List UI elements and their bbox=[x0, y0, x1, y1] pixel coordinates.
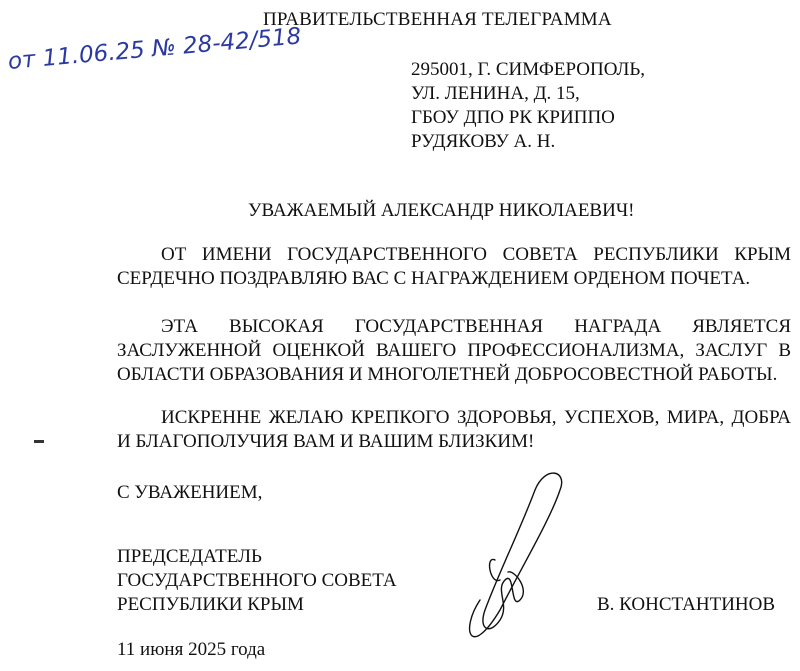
paragraph-text: ИСКРЕННЕ ЖЕЛАЮ КРЕПКОГО ЗДОРОВЬЯ, УСПЕХОВ, МИРА, ДОБРА И БЛАГОПОЛУЧИЯ ВАМ И ВАШИМ БЛИЗКИМ! bbox=[117, 407, 791, 452]
addressee-line: ГБОУ ДПО РК КРИППО bbox=[411, 107, 615, 128]
position-line: ПРЕДСЕДАТЕЛЬ bbox=[117, 546, 262, 567]
document-title: ПРАВИТЕЛЬСТВЕННАЯ ТЕЛЕГРАММА bbox=[263, 9, 612, 30]
position-line: РЕСПУБЛИКИ КРЫМ bbox=[117, 594, 304, 615]
body-paragraph bbox=[117, 243, 791, 291]
paragraph-text: ЭТА ВЫСОКАЯ ГОСУДАРСТВЕННАЯ НАГРАДА ЯВЛЯЕТСЯ ЗАСЛУЖЕННОЙ ОЦЕНКОЙ ВАШЕГО ПРОФЕССИОНАЛИЗМА, ЗАСЛУГ В ОБЛАСТИ ОБРАЗОВАНИЯ И МНОГОЛЕТНЕЙ ДОБРОСОВЕСТНОЙ РАБОТЫ. bbox=[117, 316, 791, 385]
handwritten-signature bbox=[440, 460, 590, 660]
position-line: ГОСУДАРСТВЕННОГО СОВЕТА bbox=[117, 570, 397, 591]
addressee-line: РУДЯКОВУ А. Н. bbox=[411, 131, 556, 152]
addressee-line: УЛ. ЛЕНИНА, Д. 15, bbox=[411, 83, 580, 104]
addressee-line: 295001, Г. СИМФЕРОПОЛЬ, bbox=[411, 59, 646, 80]
closing-phrase: С УВАЖЕНИЕМ, bbox=[117, 482, 263, 503]
addressee-block bbox=[411, 58, 645, 154]
signer-name: В. КОНСТАНТИНОВ bbox=[597, 594, 776, 615]
body-paragraph bbox=[117, 406, 791, 454]
handwritten-registration-number: от 11.06.25 № 28-42/518 bbox=[6, 23, 303, 75]
document-date: 11 июня 2025 года bbox=[117, 639, 266, 660]
body-paragraph bbox=[117, 315, 791, 387]
scan-mark bbox=[34, 440, 44, 443]
salutation: УВАЖАЕМЫЙ АЛЕКСАНДР НИКОЛАЕВИЧ! bbox=[248, 200, 635, 221]
signer-position bbox=[117, 545, 397, 617]
paragraph-text: ОТ ИМЕНИ ГОСУДАРСТВЕННОГО СОВЕТА РЕСПУБЛИКИ КРЫМ СЕРДЕЧНО ПОЗДРАВЛЯЮ ВАС С НАГРАЖДЕНИЕМ ОРДЕНОМ ПОЧЕТА. bbox=[117, 244, 791, 289]
